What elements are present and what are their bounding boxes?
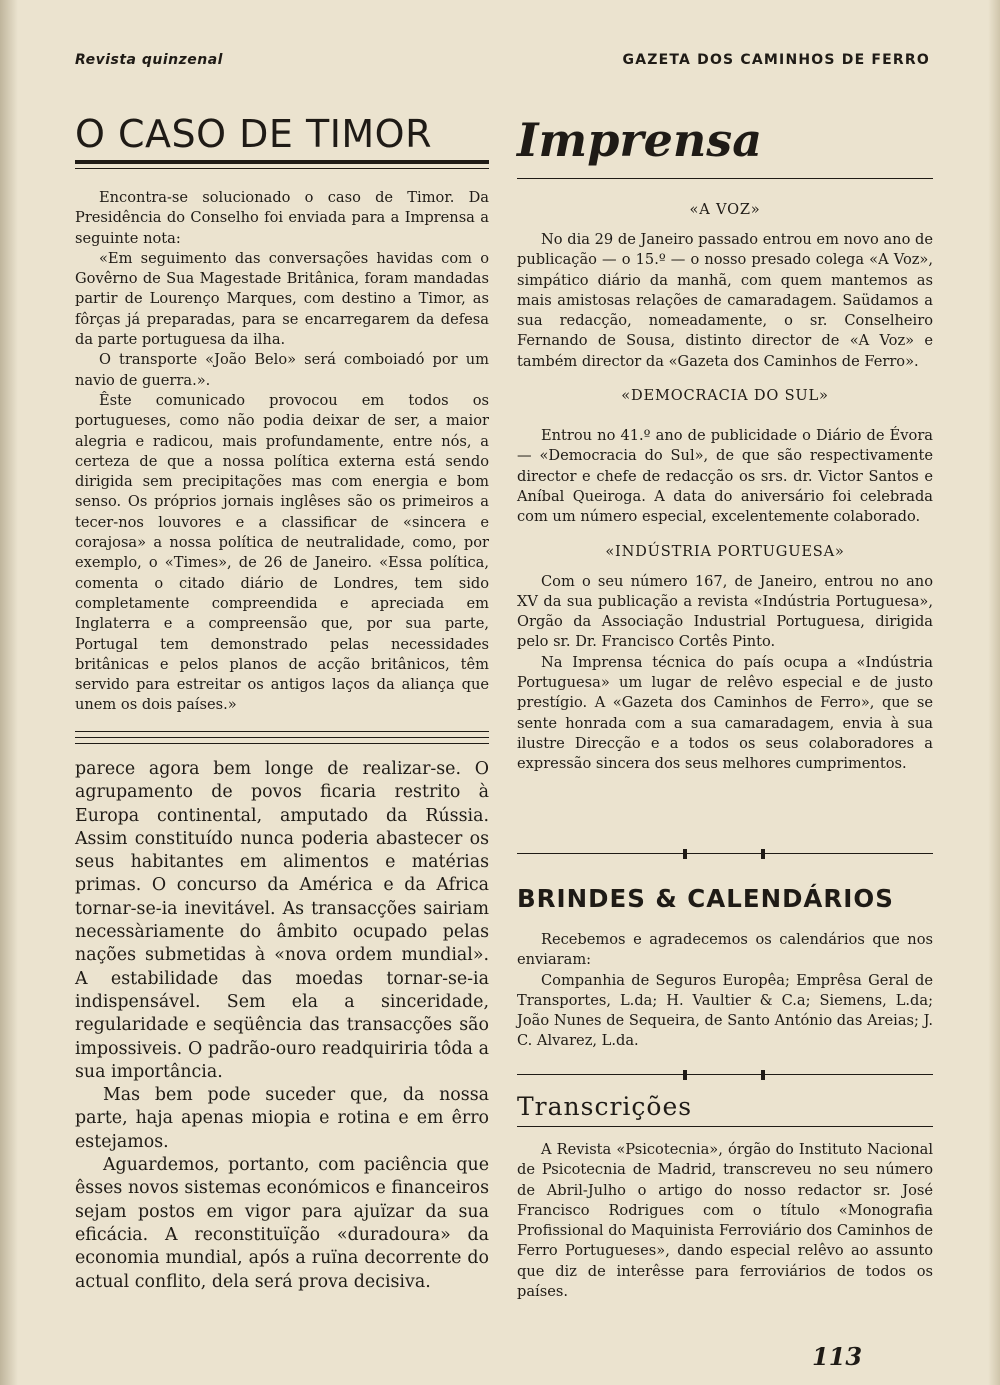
brindes-body (517, 930, 933, 1052)
imprensa-paragraph: Com o seu número 167, de Janeiro, entrou no ano XV da sua publicação a revista «Indústria Portuguesa», Orgão da Associação Industrial Portuguesa, dirigida pelo sr. Dr. Francisco Cortês Pinto. (517, 572, 933, 651)
brindes-list: Companhia de Seguros Europêa; Emprêsa Geral de Transportes, L.da; H. Vaultier & C.a; Siemens, L.da; João Nunes de Sequeira, de Santo António das Areias; J. C. Alvarez, L.da. (517, 971, 933, 1050)
section-divider (517, 1069, 933, 1081)
timor-paragraph: Êste comunicado provocou em todos os portugueses, como não podia deixar de ser, a maior alegria e radicou, mais profundamente, entre nós, a certeza de que a nossa política externa está sendo dirigida sem precipitações mas com energia e bom senso. Os próprios jornais inglêses são os primeiros a tecer-nos louvores e a classificar de «sincera e corajosa» a nossa política de neutralidade, como, por exemplo, o «Times», de 26 de Janeiro. «Essa política, comenta o citado diário de Londres, tem sido completamente compreendida e apreciada em Inglaterra e a compreensão que, por sua parte, Portugal tem demonstrado pelas necessidades britânicas e pelos planos de acção britânicos, têm servido para estreitar os antigos laços da aliança que unem os dois países.» (75, 391, 489, 714)
imprensa-rule (517, 178, 933, 179)
box-rule-mid (75, 737, 489, 738)
section-title-transcricoes: Transcrições (517, 1092, 693, 1121)
timor-paragraph: Encontra-se solucionado o caso de Timor. Da Presidência do Conselho foi enviada para a Imprensa a seguinte nota: (75, 189, 489, 247)
continued-article-body (75, 758, 489, 1294)
section-title-imprensa: Imprensa (517, 113, 763, 167)
transcricoes-body (517, 1140, 933, 1302)
box-rule-bottom (75, 743, 489, 744)
transcricoes-rule (517, 1126, 933, 1127)
page-edge-shadow-right (988, 0, 1000, 1385)
transcricoes-paragraph: A Revista «Psicotecnia», órgão do Instituto Nacional de Psicotecnia de Madrid, transcreveu no seu número de Abril-Julho o artigo do nosso redactor sr. José Francisco Rodrigues com o título «Monografia Profissional do Maquinista Ferroviário dos Caminhos de Ferro Portugueses», dando especial relêvo ao assunto que diz de interêsse para ferroviários de todos os países. (517, 1141, 933, 1301)
imprensa-paragraph: No dia 29 de Janeiro passado entrou em novo ano de publicação — o 15.º — o nosso presado colega «A Voz», simpático diário da manhã, com quem mantemos as mais amistosas relações de camaradagem. Saüdamos a sua redacção, nomeadamente, o sr. Conselheiro Fernando de Sousa, distinto director de «A Voz» e também director da «Gazeta dos Caminhos de Ferro». (517, 231, 933, 370)
imprensa-body (517, 200, 933, 775)
article-title-timor: O CASO DE TIMOR (75, 112, 432, 156)
continued-paragraph: Aguardemos, portanto, com paciência que êsses novos sistemas económicos e financeiros sejam postos em vigor para ajuïzar da sua eficácia. A reconstituïção «duradoura» da economia mundial, após a ruïna decorrente do actual conflito, dela será prova decisiva. (75, 1155, 489, 1292)
running-header-right: GAZETA DOS CAMINHOS DE FERRO (622, 52, 930, 68)
brindes-intro: Recebemos e agradecemos os calendários que nos enviaram: (517, 931, 933, 969)
box-rule-top (75, 731, 489, 732)
continued-paragraph: parece agora bem longe de realizar-se. O agrupamento de povos ficaria restrito à Europa continental, amputado da Rússia. Assim constituído nunca poderia abastecer os seus habitantes em alimentos e matérias primas. O concurso da América e da Africa tornar-se-ia inevitável. As transacções sairiam necessàriamente do âmbito ocupado pelas nações submetidas à «nova ordem mundial». A estabilidade das moedas tornar-se-ia indispensável. Sem ela a sinceridade, regularidade e seqüência das transacções são impossiveis. O padrão-ouro readquiriria tôda a sua importância. (75, 759, 489, 1082)
timor-paragraph: O transporte «João Belo» será comboiadó por um navio de guerra.». (75, 351, 489, 389)
imprensa-paragraph: Na Imprensa técnica do país ocupa a «Indústria Portuguesa» um lugar de relêvo especial e de justo prestígio. A «Gazeta dos Caminhos de Ferro», que se sente honrada com a sua camaradagem, envia à sua ilustre Direcção e a todos os seus colaboradores a expressão sincera dos seus melhores cumprimentos. (517, 653, 933, 773)
imprensa-paragraph: Entrou no 41.º ano de publicidade o Diário de Évora — «Democracia do Sul», de que são respectivamente director e chefe de redacção os srs. dr. Victor Santos e Aníbal Queiroga. A data do aniversário foi celebrada com um número especial, excelentemente colaborado. (517, 427, 933, 526)
section-title-brindes: BRINDES & CALENDÁRIOS (517, 884, 894, 913)
continued-paragraph: Mas bem pode suceder que, da nossa parte, haja apenas miopia e rotina e em êrro estejamos. (75, 1085, 489, 1152)
title-rule-thin (75, 168, 489, 169)
timor-paragraph: «Em seguimento das conversações havidas com o Govêrno de Sua Magestade Britânica, foram mandadas partir de Lourenço Marques, com destino a Timor, as fôrças já preparadas, para se encarregarem da defesa da parte portuguesa da ilha. (75, 249, 489, 349)
page-edge-shadow (0, 0, 18, 1385)
running-header-left: Revista quinzenal (75, 52, 223, 68)
section-divider (517, 848, 933, 860)
subheading-democracia-do-sul: «DEMOCRACIA DO SUL» (621, 387, 829, 405)
timor-article-body (75, 188, 489, 716)
title-rule-thick (75, 160, 489, 164)
page-number: 113 (812, 1342, 863, 1371)
subheading-industria-portuguesa: «INDÚSTRIA PORTUGUESA» (605, 542, 845, 560)
subheading-a-voz: «A VOZ» (689, 201, 761, 218)
